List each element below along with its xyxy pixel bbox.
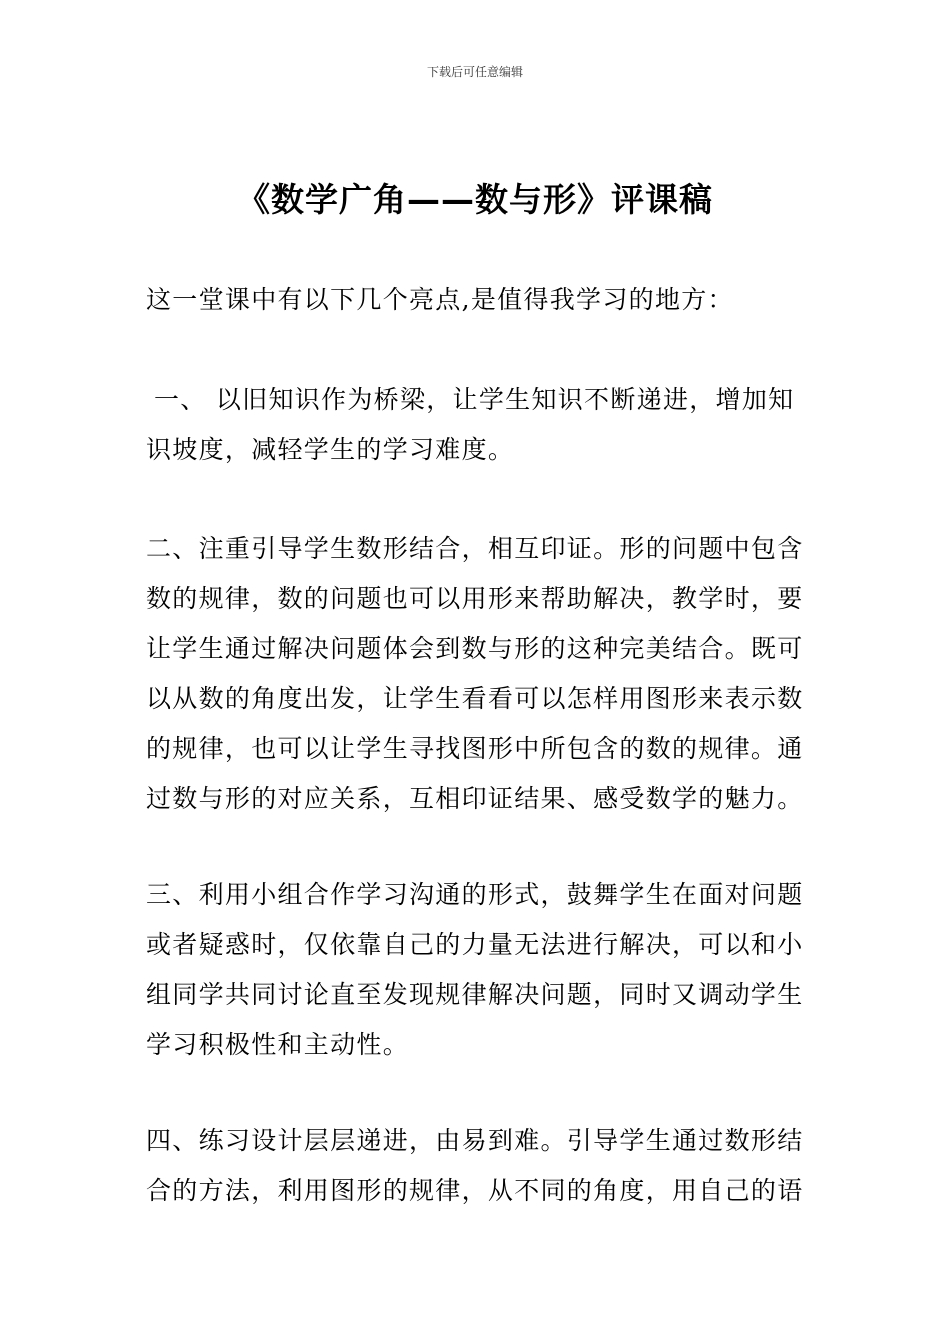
header-note: 下载后可任意编辑 <box>426 65 523 79</box>
section-2-text: 二、注重引导学生数形结合，相互印证。形的问题中包含数的规律，数的问题也可以用形来帮助解决，教学时，要让学生通过解决问题体会到数与形的这种完美结合。既可以从数的角度出发，让学生看看可以怎样用图形来表示数的规律，也可以让学生寻找图形中所包含的数的规律。通过数与形的对应关系，互相印证结果、感受数学的魅力。 <box>146 534 804 813</box>
section-3 <box>146 870 806 1070</box>
intro-paragraph: 这一堂课中有以下几个亮点,是值得我学习的地方： <box>146 285 734 314</box>
section-1-text: 一、 以旧知识作为桥梁，让学生知识不断递进，增加知识坡度，减轻学生的学习难度。 <box>146 385 795 464</box>
section-3-text: 三、利用小组合作学习沟通的形式，鼓舞学生在面对问题或者疑惑时，仅依靠自己的力量无法进行解决，可以和小组同学共同讨论直至发现规律解决问题，同时又调动学生学习积极性和主动性。 <box>146 880 804 1059</box>
section-1 <box>146 375 806 475</box>
section-2 <box>146 524 806 824</box>
document-title: 《数学广角——数与形》评课稿 <box>237 180 713 219</box>
section-4 <box>146 1116 806 1216</box>
section-4-text: 四、练习设计层层递进，由易到难。引导学生通过数形结合的方法，利用图形的规律，从不同的角度，用自己的语 <box>146 1126 804 1205</box>
